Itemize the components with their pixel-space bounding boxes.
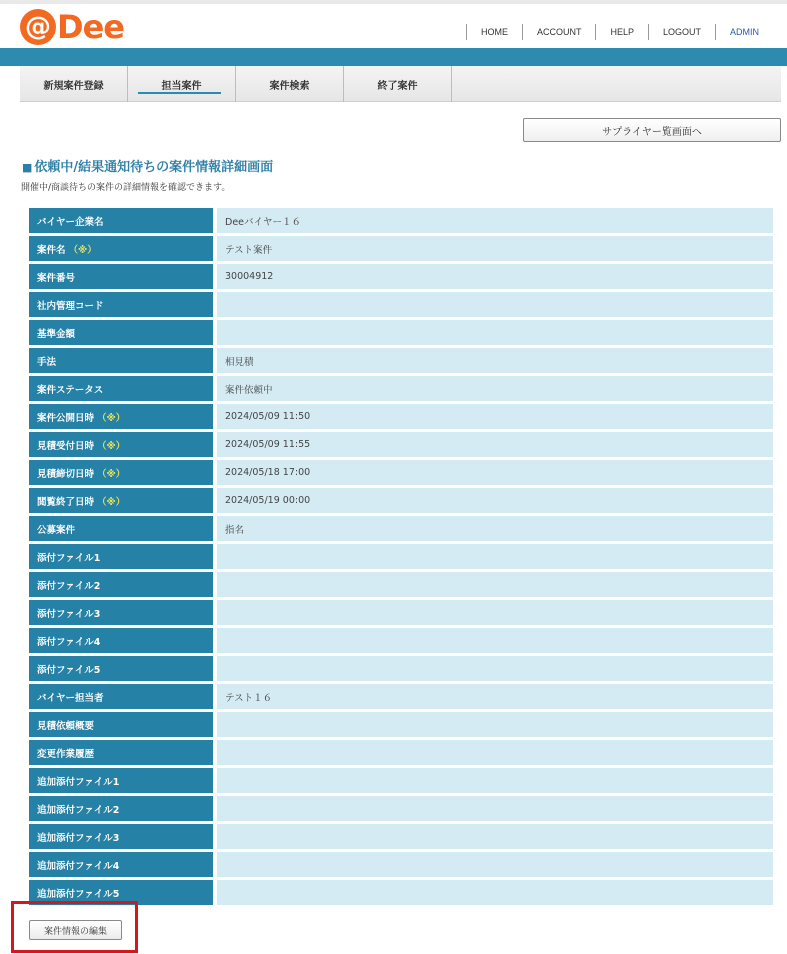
table-row (29, 599, 773, 627)
header (0, 4, 787, 48)
row-label (29, 796, 213, 821)
row-value: 相見積 (217, 348, 773, 373)
row-label (29, 264, 213, 289)
row-label (29, 712, 213, 737)
row-value (217, 824, 773, 849)
table-row (29, 347, 773, 375)
row-label-text: 公募案件 (37, 524, 76, 536)
row-value (217, 628, 773, 653)
row-label (29, 292, 213, 317)
required-mark: （※） (97, 496, 126, 508)
row-value (217, 572, 773, 597)
table-row (29, 795, 773, 823)
table-row (29, 235, 773, 263)
row-label-text: 見積依頼概要 (37, 720, 95, 732)
row-value (217, 600, 773, 625)
row-label (29, 348, 213, 373)
tab-closed-projects[interactable]: 終了案件 (344, 66, 452, 102)
nav-help[interactable]: HELP (595, 24, 648, 40)
row-label-text: 添付ファイル2 (37, 580, 101, 592)
nav-home[interactable]: HOME (466, 24, 522, 40)
page-title-text: 依頼中/結果通知待ちの案件情報詳細画面 (34, 160, 274, 175)
table-row (29, 291, 773, 319)
row-label-text: 追加添付ファイル5 (37, 888, 120, 900)
header-bar (0, 48, 787, 66)
row-label (29, 376, 213, 401)
table-row (29, 683, 773, 711)
table-row (29, 207, 773, 235)
supplier-list-button[interactable]: サプライヤー覧画面へ (523, 118, 781, 142)
edit-project-button[interactable]: 案件情報の編集 (29, 920, 122, 940)
row-label-text: 添付ファイル1 (37, 552, 101, 564)
row-value (217, 796, 773, 821)
row-label-text: 添付ファイル4 (37, 636, 101, 648)
dee-logo[interactable] (20, 8, 124, 46)
row-label (29, 544, 213, 569)
row-value (217, 740, 773, 765)
row-label (29, 628, 213, 653)
row-label-text: 追加添付ファイル2 (37, 804, 120, 816)
row-label (29, 460, 213, 485)
tab-assigned-projects[interactable]: 担当案件 (128, 66, 236, 102)
page-subtitle: 開催中/商談待ちの案件の詳細情報を確認できます。 (21, 183, 231, 193)
row-label-text: 追加添付ファイル3 (37, 832, 120, 844)
top-nav (466, 24, 773, 40)
table-row (29, 739, 773, 767)
row-value (217, 292, 773, 317)
main-tabs (20, 66, 781, 102)
row-label (29, 600, 213, 625)
row-label-text: 添付ファイル5 (37, 664, 101, 676)
table-row (29, 851, 773, 879)
row-label-text: 見積締切日時 (37, 468, 95, 480)
row-label (29, 488, 213, 513)
table-row (29, 319, 773, 347)
row-value (217, 768, 773, 793)
logo-text: Dee (57, 8, 124, 46)
table-row (29, 403, 773, 431)
page-title (22, 156, 273, 175)
table-row (29, 375, 773, 403)
row-value: 2024/05/09 11:50 (217, 404, 773, 429)
row-label-text: 閲覧終了日時 (37, 496, 95, 508)
row-label-text: 手法 (37, 356, 57, 368)
row-label-text: 案件名 (37, 244, 66, 256)
row-label (29, 320, 213, 345)
table-row (29, 543, 773, 571)
table-row (29, 431, 773, 459)
table-row (29, 767, 773, 795)
row-label-text: 案件公開日時 (37, 412, 95, 424)
row-label (29, 516, 213, 541)
row-label-text: バイヤー担当者 (37, 692, 104, 704)
row-label-text: 追加添付ファイル1 (37, 776, 120, 788)
row-value: テスト１６ (217, 684, 773, 709)
tab-new-project[interactable]: 新規案件登録 (20, 66, 128, 102)
row-label-text: バイヤー企業名 (37, 216, 104, 228)
tab-project-search[interactable]: 案件検索 (236, 66, 344, 102)
table-row (29, 823, 773, 851)
table-row (29, 487, 773, 515)
project-detail-table (29, 207, 773, 907)
row-label-text: 添付ファイル3 (37, 608, 101, 620)
row-value (217, 712, 773, 737)
row-value: 30004912 (217, 264, 773, 289)
table-row (29, 879, 773, 907)
table-row (29, 711, 773, 739)
nav-logout[interactable]: LOGOUT (648, 24, 715, 40)
row-label (29, 572, 213, 597)
row-label (29, 852, 213, 877)
required-mark: （※） (97, 468, 126, 480)
row-label (29, 236, 213, 261)
row-label (29, 208, 213, 233)
table-row (29, 627, 773, 655)
title-marker: ■ (22, 161, 33, 174)
table-row (29, 655, 773, 683)
row-label-text: 案件ステータス (37, 384, 104, 396)
row-label-text: 追加添付ファイル4 (37, 860, 120, 872)
row-label-text: 社内管理コード (37, 300, 104, 312)
row-label (29, 656, 213, 681)
row-value: テスト案件 (217, 236, 773, 261)
row-label (29, 432, 213, 457)
row-value (217, 544, 773, 569)
row-label-text: 案件番号 (37, 272, 76, 284)
row-label (29, 768, 213, 793)
table-row (29, 263, 773, 291)
nav-admin[interactable]: ADMIN (715, 24, 773, 40)
row-label (29, 404, 213, 429)
table-row (29, 459, 773, 487)
row-label-text: 変更作業履歴 (37, 748, 95, 760)
row-value: 案件依頼中 (217, 376, 773, 401)
table-row (29, 571, 773, 599)
required-mark: （※） (68, 244, 97, 256)
row-label (29, 740, 213, 765)
row-label-text: 見積受付日時 (37, 440, 95, 452)
row-value: 2024/05/18 17:00 (217, 460, 773, 485)
row-value (217, 880, 773, 905)
row-label (29, 684, 213, 709)
row-value: 2024/05/19 00:00 (217, 488, 773, 513)
logo-at-mark: @ (20, 9, 56, 45)
row-label (29, 824, 213, 849)
row-value: 2024/05/09 11:55 (217, 432, 773, 457)
nav-account[interactable]: ACCOUNT (522, 24, 596, 40)
row-label-text: 基準金額 (37, 328, 76, 340)
required-mark: （※） (97, 440, 126, 452)
required-mark: （※） (97, 412, 126, 424)
table-row (29, 515, 773, 543)
row-value (217, 656, 773, 681)
row-value (217, 320, 773, 345)
row-value: Deeバイヤー１６ (217, 208, 773, 233)
row-value: 指名 (217, 516, 773, 541)
row-value (217, 852, 773, 877)
